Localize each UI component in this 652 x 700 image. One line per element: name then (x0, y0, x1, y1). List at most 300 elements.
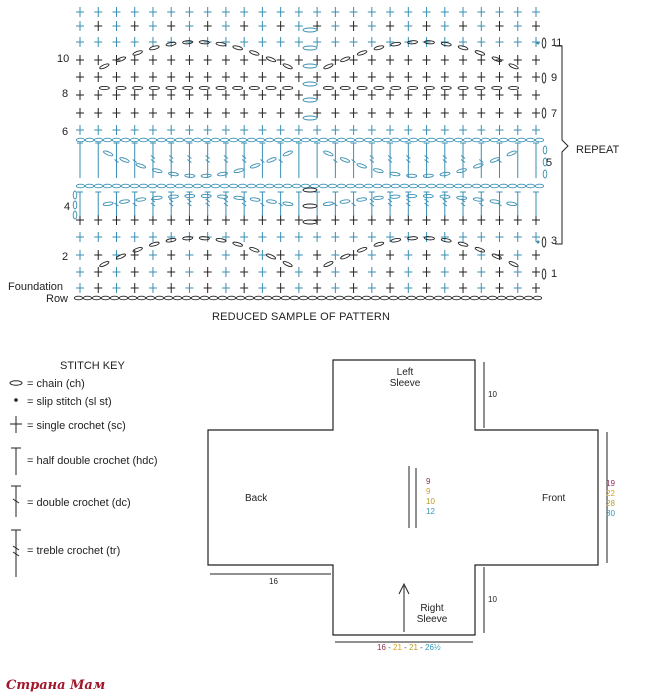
single-crochet-stitch (532, 72, 540, 82)
foundation-label: Foundation (8, 281, 64, 293)
single-crochet-stitch (423, 21, 431, 31)
chain-stitch (168, 172, 178, 177)
single-crochet-stitch (532, 215, 540, 225)
single-crochet-stitch (350, 232, 358, 242)
foundation-chain (92, 296, 100, 300)
key-tr-label: = treble crochet (tr) (27, 545, 121, 557)
foundation-chain (119, 296, 127, 300)
chain-stitch (472, 184, 480, 188)
chain-stitch (85, 184, 93, 188)
chain-stitch (517, 138, 525, 142)
foundation-chain (434, 296, 442, 300)
foundation-chain (488, 296, 496, 300)
single-crochet-stitch (167, 125, 175, 135)
chain-stitch (454, 138, 462, 142)
chain-stitch (282, 261, 292, 268)
chain-stitch (112, 138, 120, 142)
single-crochet-stitch (94, 7, 102, 17)
single-crochet-stitch (350, 55, 358, 65)
foundation-chain (506, 296, 514, 300)
single-crochet-stitch (112, 267, 120, 277)
single-crochet-stitch (222, 215, 230, 225)
chain-stitch (152, 168, 162, 174)
slip-stitch (537, 42, 540, 45)
chain-stitch (201, 174, 211, 178)
single-crochet-stitch (404, 37, 412, 47)
treble-crochet-stitch (150, 143, 156, 178)
single-crochet-stitch (459, 267, 467, 277)
single-crochet-stitch (368, 7, 376, 17)
foundation-chain (326, 296, 334, 300)
single-crochet-stitch (331, 250, 339, 260)
single-crochet-stitch (167, 267, 175, 277)
foundation-chain (515, 296, 523, 300)
chain-stitch (148, 138, 156, 142)
single-crochet-stitch (496, 55, 504, 65)
chain-stitch (310, 184, 318, 188)
chain-stitch (249, 86, 259, 89)
single-crochet-stitch (350, 72, 358, 82)
chain-stitch (506, 150, 516, 157)
single-crochet-stitch (112, 21, 120, 31)
chain-stitch (249, 50, 259, 56)
width-size-sep: - (385, 643, 394, 652)
single-crochet-stitch (331, 267, 339, 277)
single-crochet-stitch (240, 215, 248, 225)
single-crochet-stitch (459, 90, 467, 100)
single-crochet-stitch (441, 267, 449, 277)
chain-stitch (391, 86, 401, 89)
chain-stitch (490, 184, 498, 188)
chain-stitch (391, 184, 399, 188)
chain-stitch (139, 138, 147, 142)
chain-stitch (400, 184, 408, 188)
single-crochet-stitch (386, 267, 394, 277)
turning-chain (73, 201, 77, 209)
single-crochet-stitch (222, 283, 230, 293)
single-crochet-stitch (331, 72, 339, 82)
turning-chain (542, 73, 546, 83)
single-crochet-stitch (477, 283, 485, 293)
single-crochet-stitch (222, 90, 230, 100)
double-crochet-stitch (533, 192, 539, 216)
chain-stitch (323, 63, 333, 70)
single-crochet-stitch (222, 7, 230, 17)
single-crochet-stitch (131, 232, 139, 242)
chain-stitch (103, 150, 113, 157)
single-crochet-stitch (477, 37, 485, 47)
chain-stitch (292, 138, 300, 142)
chain-stitch (323, 202, 333, 207)
single-crochet-stitch (496, 90, 504, 100)
foundation-chain (407, 296, 415, 300)
chain-stitch (201, 194, 211, 197)
single-crochet-stitch (277, 232, 285, 242)
chain-stitch (445, 138, 453, 142)
single-crochet-stitch (477, 7, 485, 17)
width-size: 26½ (425, 643, 441, 652)
foundation-chain (182, 296, 190, 300)
chain-stitch (283, 150, 293, 157)
single-crochet-stitch (131, 21, 139, 31)
chain-stitch (373, 168, 383, 174)
chain-stitch (99, 86, 109, 89)
chain-stitch (234, 196, 244, 200)
chain-stitch (319, 138, 327, 142)
single-crochet-stitch (94, 55, 102, 65)
single-crochet-stitch (94, 90, 102, 100)
single-crochet-stitch (204, 37, 212, 47)
single-crochet-stitch (112, 125, 120, 135)
single-crochet-stitch (331, 37, 339, 47)
chain-stitch (116, 86, 126, 89)
row-label-6: 6 (62, 126, 69, 138)
chain-stitch (323, 86, 333, 89)
chain-stitch (250, 197, 260, 201)
chain-stitch (475, 50, 485, 56)
single-crochet-stitch (477, 90, 485, 100)
double-crochet-stitch (259, 192, 265, 216)
chain-stitch (132, 50, 142, 56)
chain-stitch (266, 157, 276, 164)
single-crochet-stitch (131, 90, 139, 100)
single-crochet-stitch (423, 125, 431, 135)
single-crochet-stitch (423, 215, 431, 225)
single-crochet-stitch (496, 232, 504, 242)
width-size: 21 (393, 643, 402, 652)
chain-stitch (475, 86, 485, 89)
row-label-11: 11 (551, 37, 563, 49)
chain-stitch (508, 138, 516, 142)
single-crochet-stitch (112, 232, 120, 242)
single-crochet-stitch (459, 232, 467, 242)
single-crochet-stitch (295, 37, 303, 47)
turning-chain (73, 211, 77, 219)
chain-stitch (424, 236, 434, 240)
single-crochet-stitch (277, 90, 285, 100)
chain-stitch (535, 184, 543, 188)
chain-stitch (94, 184, 102, 188)
chain-stitch (103, 202, 113, 207)
chain-stitch (303, 220, 317, 224)
single-crochet-stitch (459, 108, 467, 118)
single-crochet-stitch (149, 21, 157, 31)
key-single-crochet-label: = single crochet (sc) (27, 420, 126, 432)
single-crochet-stitch (112, 7, 120, 17)
sleeve-bottom-dim: 10 (488, 595, 497, 604)
chain-stitch (458, 86, 468, 89)
chain-stitch (216, 86, 226, 89)
foundation-chain (308, 296, 316, 300)
single-crochet-stitch (423, 108, 431, 118)
single-crochet-stitch (76, 72, 84, 82)
foundation-chain (155, 296, 163, 300)
single-crochet-stitch (514, 108, 522, 118)
chain-stitch (103, 138, 111, 142)
single-crochet-stitch (313, 125, 321, 135)
single-crochet-stitch (477, 72, 485, 82)
foundation-chain (344, 296, 352, 300)
chain-stitch (517, 184, 525, 188)
chain-stitch (229, 184, 237, 188)
single-crochet-stitch (240, 108, 248, 118)
chain-stitch (175, 184, 183, 188)
chain-stitch (458, 45, 468, 51)
single-crochet-stitch (258, 21, 266, 31)
double-crochet-stitch (296, 192, 302, 216)
single-crochet-stitch (423, 55, 431, 65)
chain-stitch (418, 138, 426, 142)
chain-stitch (238, 138, 246, 142)
single-crochet-stitch (368, 125, 376, 135)
single-crochet-stitch (331, 215, 339, 225)
chain-stitch (94, 138, 102, 142)
chain-stitch (152, 196, 162, 200)
single-crochet-stitch (331, 232, 339, 242)
single-crochet-stitch (350, 108, 358, 118)
single-crochet-stitch (131, 7, 139, 17)
single-crochet-stitch (204, 250, 212, 260)
single-crochet-stitch (496, 283, 504, 293)
body-size: 28 (606, 499, 615, 508)
single-crochet-stitch (258, 215, 266, 225)
single-crochet-stitch (258, 250, 266, 260)
foundation-chain (389, 296, 397, 300)
single-crochet-stitch (112, 283, 120, 293)
chain-stitch (232, 241, 242, 247)
single-crochet-stitch (423, 7, 431, 17)
chain-stitch (463, 184, 471, 188)
single-crochet-stitch (167, 90, 175, 100)
chain-stitch (234, 168, 244, 174)
treble-crochet-stitch (405, 143, 411, 178)
chain-stitch (136, 163, 146, 169)
single-crochet-stitch (167, 215, 175, 225)
chain-stitch (356, 163, 366, 169)
body-size-list (606, 479, 615, 519)
double-crochet-stitch (478, 192, 484, 216)
chain-stitch (283, 86, 293, 89)
turning-chain (542, 237, 546, 247)
chain-stitch (310, 138, 318, 142)
single-crochet-stitch (185, 250, 193, 260)
single-crochet-stitch (441, 250, 449, 260)
single-crochet-stitch (258, 7, 266, 17)
chain-stitch (256, 184, 264, 188)
single-crochet-stitch (459, 55, 467, 65)
single-crochet-stitch (204, 7, 212, 17)
single-crochet-stitch (477, 108, 485, 118)
single-crochet-stitch (295, 55, 303, 65)
single-crochet-stitch (76, 7, 84, 17)
single-crochet-stitch (496, 108, 504, 118)
single-crochet-stitch (313, 55, 321, 65)
single-crochet-stitch (404, 250, 412, 260)
chain-stitch (136, 197, 146, 201)
chain-stitch (183, 236, 193, 240)
chain-stitch (184, 184, 192, 188)
single-crochet-stitch (149, 215, 157, 225)
chain-icon (10, 381, 22, 385)
chain-stitch (357, 86, 367, 89)
single-crochet-stitch (94, 232, 102, 242)
turning-chain (542, 38, 546, 48)
chain-stitch (390, 195, 400, 199)
single-crochet-stitch (368, 90, 376, 100)
single-crochet-stitch (94, 215, 102, 225)
single-crochet-stitch (368, 250, 376, 260)
single-crochet-stitch (477, 267, 485, 277)
chain-stitch (492, 253, 502, 260)
chain-stitch (130, 184, 138, 188)
single-crochet-stitch (258, 72, 266, 82)
neck-size: 9 (426, 477, 431, 486)
chain-stitch (266, 86, 276, 89)
chain-stitch (319, 184, 327, 188)
single-crochet-stitch (404, 55, 412, 65)
single-crochet-stitch (76, 250, 84, 260)
single-crochet-stitch (496, 215, 504, 225)
chain-stitch (424, 86, 434, 89)
chain-stitch (266, 199, 276, 203)
single-crochet-stitch (368, 215, 376, 225)
single-crochet-stitch (459, 21, 467, 31)
treble-crochet-stitch (460, 192, 466, 216)
chain-stitch (193, 138, 201, 142)
single-crochet-stitch (441, 283, 449, 293)
chain-stitch (216, 238, 226, 243)
neck-size: 10 (426, 497, 435, 506)
body-size: 19 (606, 479, 615, 488)
width-size: 21 (409, 643, 418, 652)
chain-stitch (303, 82, 317, 86)
chain-stitch (337, 138, 345, 142)
chain-stitch (119, 199, 129, 203)
single-crochet-stitch (532, 283, 540, 293)
chain-stitch (427, 184, 435, 188)
single-crochet-stitch (76, 232, 84, 242)
width-size-sep: - (417, 643, 426, 652)
chain-stitch (166, 138, 174, 142)
double-crochet-stitch (515, 192, 521, 216)
single-crochet-stitch (532, 125, 540, 135)
treble-crochet-stitch (150, 192, 156, 216)
single-crochet-stitch (204, 283, 212, 293)
single-crochet-stitch (185, 215, 193, 225)
single-crochet-stitch (496, 72, 504, 82)
single-crochet-stitch (222, 108, 230, 118)
single-crochet-stitch (240, 90, 248, 100)
double-crochet-stitch (77, 143, 83, 178)
chain-stitch (76, 138, 84, 142)
single-crochet-stitch (477, 21, 485, 31)
foundation-chain (191, 296, 199, 300)
single-crochet-stitch (185, 55, 193, 65)
treble-crochet-stitch (241, 192, 247, 216)
chain-stitch (400, 138, 408, 142)
turning-chain (543, 146, 547, 154)
single-crochet-stitch (459, 250, 467, 260)
chain-stitch (509, 86, 519, 89)
chain-stitch (473, 197, 483, 201)
stitch-key-title: STITCH KEY (60, 360, 125, 372)
chain-stitch (463, 138, 471, 142)
treble-crochet-stitch (186, 192, 192, 216)
foundation-chain (362, 296, 370, 300)
single-crochet-stitch (386, 72, 394, 82)
chain-stitch (373, 138, 381, 142)
single-crochet-stitch (404, 108, 412, 118)
single-crochet-stitch (149, 55, 157, 65)
turning-chain (543, 170, 547, 178)
row-label-4: 4 (64, 201, 71, 213)
single-crochet-stitch (404, 215, 412, 225)
single-crochet-stitch (514, 267, 522, 277)
chain-stitch (328, 138, 336, 142)
single-crochet-stitch (295, 7, 303, 17)
single-crochet-stitch (112, 72, 120, 82)
double-crochet-stitch (314, 192, 320, 216)
single-crochet-stitch (222, 125, 230, 135)
key-dc-label: = double crochet (dc) (27, 497, 131, 509)
chain-stitch (346, 138, 354, 142)
key-slip-stitch-label: = slip stitch (sl st) (27, 396, 112, 408)
row-label-8: 8 (62, 88, 69, 100)
single-crochet-stitch (313, 267, 321, 277)
double-crochet-stitch (497, 192, 503, 216)
single-crochet-stitch (350, 90, 358, 100)
chain-stitch (490, 199, 500, 203)
single-crochet-stitch (131, 37, 139, 47)
double-crochet-stitch (351, 192, 357, 216)
chain-stitch (199, 86, 209, 89)
single-crochet-stitch (404, 267, 412, 277)
single-crochet-stitch (423, 283, 431, 293)
single-crochet-stitch (514, 21, 522, 31)
single-crochet-stitch (295, 108, 303, 118)
single-crochet-stitch (514, 90, 522, 100)
single-crochet-stitch (94, 125, 102, 135)
chain-stitch (374, 86, 384, 89)
single-crochet-stitch (441, 108, 449, 118)
single-crochet-stitch (350, 267, 358, 277)
treble-crochet-stitch (241, 143, 247, 178)
chain-stitch (184, 138, 192, 142)
chain-stitch (382, 184, 390, 188)
single-crochet-stitch (112, 215, 120, 225)
foundation-chain (245, 296, 253, 300)
double-crochet-stitch (77, 192, 83, 216)
width-size: 16 (377, 643, 386, 652)
single-crochet-stitch (295, 267, 303, 277)
chain-stitch (303, 116, 317, 120)
single-crochet-stitch (350, 21, 358, 31)
single-crochet-stitch (477, 232, 485, 242)
foundation-chain (236, 296, 244, 300)
single-crochet-stitch (185, 21, 193, 31)
width-size-sep: - (401, 643, 410, 652)
single-crochet-stitch (514, 232, 522, 242)
chain-stitch (220, 184, 228, 188)
single-crochet-stitch (496, 21, 504, 31)
single-crochet-stitch (185, 267, 193, 277)
single-crochet-stitch (496, 267, 504, 277)
turning-chain (542, 269, 546, 279)
chain-stitch (232, 45, 242, 51)
chain-stitch (157, 138, 165, 142)
single-crochet-stitch (441, 125, 449, 135)
single-crochet-stitch (368, 21, 376, 31)
